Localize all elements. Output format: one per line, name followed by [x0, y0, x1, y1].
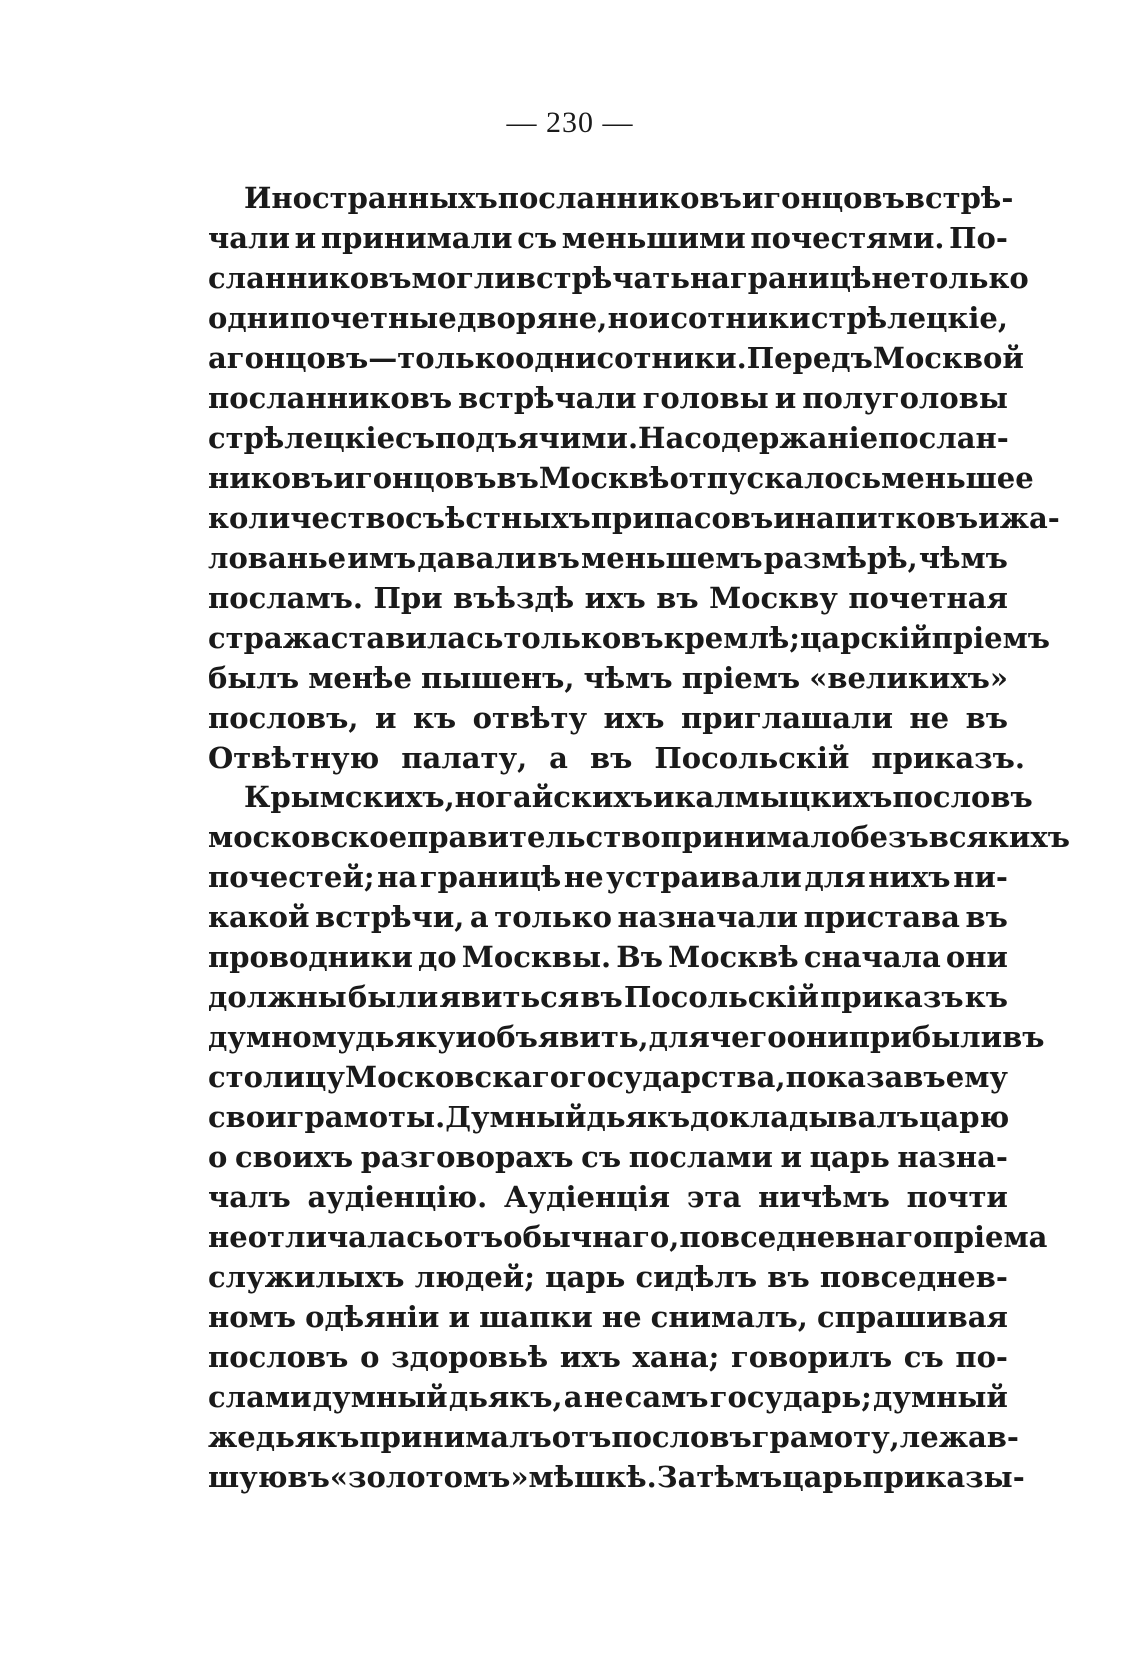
text-line: никовъ и гонцовъ въ Москвѣ отпускалось меньшее [208, 461, 1034, 495]
text-line: шую въ «золотомъ» мѣшкѣ. Затѣмъ царь приказы- [208, 1460, 1025, 1494]
paragraph-2 [208, 777, 1070, 1497]
text-line: лованье имъ давали въ меньшемъ размѣрѣ, чѣмъ [208, 541, 1008, 575]
paragraph-1 [208, 178, 1060, 778]
text-line: количество съѣстныхъ припасовъ и напитковъ и жа- [208, 501, 1060, 535]
text-line: чали и принимали съ меньшими почестями. По- [208, 221, 1008, 255]
text-line: Отвѣтную палату, а въ Посольскій приказъ. [208, 741, 1025, 775]
text-line: думному дьяку и объявить, для чего они прибыли въ [208, 1020, 1045, 1054]
text-line: номъ одѣяніи и шапки не снималъ, спрашивая [208, 1300, 1008, 1334]
text-line: проводники до Москвы. Въ Москвѣ сначала они [208, 940, 1008, 974]
text-line: свои грамоты. Думный дьякъ докладывалъ царю [208, 1100, 1010, 1134]
text-line: а гонцовъ—только одни сотники. Передъ Москвой [208, 341, 1024, 375]
text-line: сланниковъ могли встрѣчать на границѣ не только [208, 261, 1029, 295]
page-number: — 230 — [506, 106, 634, 139]
text-line: о своихъ разговорахъ съ послами и царь назна- [208, 1140, 1008, 1174]
text-line: чалъ аудіенцію. Аудіенція эта ничѣмъ почти [208, 1180, 1008, 1214]
text-line: Иностранныхъ посланниковъ и гонцовъ встрѣ- [244, 181, 1014, 215]
text-line: почестей; на границѣ не устраивали для нихъ ни- [208, 860, 1008, 894]
text-line: служилыхъ людей; царь сидѣлъ въ повседнев- [208, 1260, 1008, 1294]
text-line: посланниковъ встрѣчали головы и полуголовы [208, 381, 1008, 415]
text-line: былъ менѣе пышенъ, чѣмъ пріемъ «великихъ» [208, 661, 1008, 695]
text-line: слами думный дьякъ, а не самъ государь; думный [208, 1380, 1008, 1414]
text-line: не отличалась отъ обычнаго, повседневнаго пріема [208, 1220, 1048, 1254]
text-line: же дьякъ принималъ отъ пословъ грамоту, лежав- [208, 1420, 1019, 1454]
text-line: стрѣлецкіе съ подъячими. На содержаніе послан- [208, 421, 1009, 455]
text-line: стража ставилась только въ кремлѣ; царскій пріемъ [208, 621, 1051, 655]
text-line: Крымскихъ, ногайскихъ и калмыцкихъ пословъ [244, 780, 1033, 814]
text-line: посламъ. При въѣздѣ ихъ въ Москву почетная [208, 581, 1008, 615]
text-line: московское правительство принимало безъ всякихъ [208, 820, 1070, 854]
text-line: должны были явиться въ Посольскій приказъ къ [208, 980, 1008, 1014]
text-line: одни почетные дворяне, но и сотники стрѣлецкіе, [208, 301, 1008, 335]
text-line: пословъ о здоровьѣ ихъ хана; говорилъ съ по- [208, 1340, 1008, 1374]
text-line: столицу Московскаго государства, показавъ ему [208, 1060, 1008, 1094]
text-line: пословъ, и къ отвѣту ихъ приглашали не въ [208, 701, 1008, 735]
text-line: какой встрѣчи, а только назначали пристава въ [208, 900, 1008, 934]
